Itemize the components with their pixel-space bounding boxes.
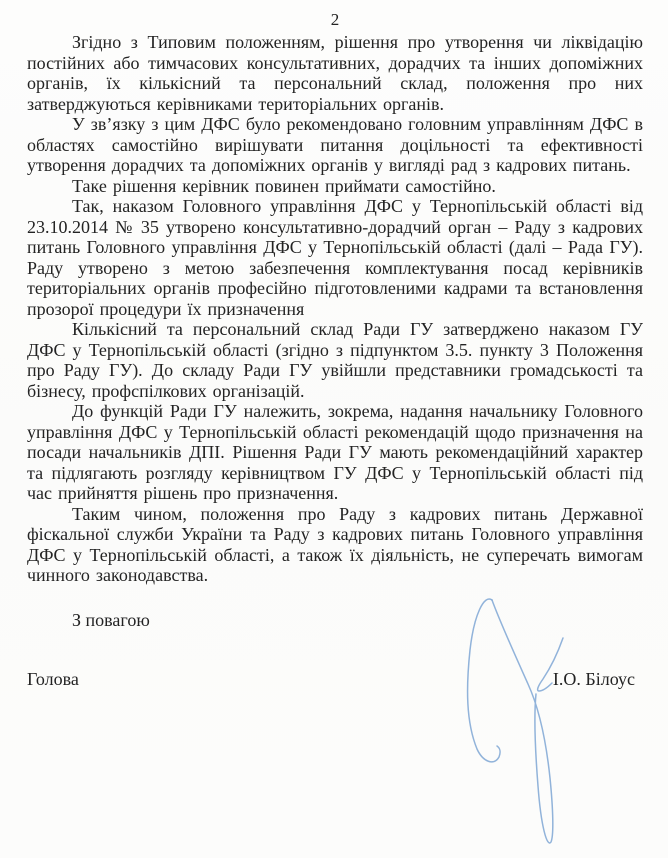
signoff-title: Голова: [27, 668, 79, 689]
document-body: [27, 32, 643, 690]
paragraph: Так, наказом Головного управління ДФС у Тернопільській області від 23.10.2014 № 35 утворено консультативно-дорадчий орган – Раду з кадрових питань Головного управління ДФС у Тернопільській області (далі – Рада ГУ). Раду утворено з метою забезпечення комплектування посад керівників територіальних органів професійно підготовленими кадрами та встановлення прозорої процедури їх призначення: [27, 196, 643, 319]
paragraph: Таке рішення керівник повинен приймати самостійно.: [72, 175, 496, 196]
signoff-name: І.О. Білоус: [552, 668, 635, 689]
paragraph: Кількісний та персональний склад Ради ГУ затверджено наказом ГУ ДФС у Тернопільській області (згідно з підпунктом 3.5. пункту 3 Положення про Раду ГУ). До складу Ради ГУ увійшли представники громадськості та бізнесу, профспілкових організацій.: [27, 319, 643, 401]
page-number: 2: [330, 10, 340, 29]
closing-salutation: З повагою: [72, 609, 150, 630]
paragraph: У зв’язку з цим ДФС було рекомендовано головним управлінням ДФС в областях самостійно вирішувати питання доцільності та ефективності утворення дорадчих та допоміжних органів у вигляді рад з кадрових питань.: [27, 114, 643, 175]
paragraph: Згідно з Типовим положенням, рішення про утворення чи ліквідацію постійних або тимчасових консультативних, дорадчих та інших допоміжних органів, їх кількісний та персональний склад, положення про них затверджуються керівниками територіальних органів.: [27, 32, 643, 114]
paragraph: Таким чином, положення про Раду з кадрових питань Державної фіскальної служби України та Раду з кадрових питань Головного управління ДФС у Тернопільській області, а також їх діяльність, не суперечать вимогам чинного законодавства.: [27, 503, 643, 585]
paragraph: До функцій Ради ГУ належить, зокрема, надання начальнику Головного управління ДФС у Тернопільській області рекомендацій щодо призначення на посади начальників ДПІ. Рішення Ради ГУ мають рекомендаційний характер та підлягають розгляду керівництвом ГУ ДФС у Тернопільській області під час прийняття рішень про призначення.: [27, 401, 643, 503]
signoff-row: [27, 669, 643, 690]
